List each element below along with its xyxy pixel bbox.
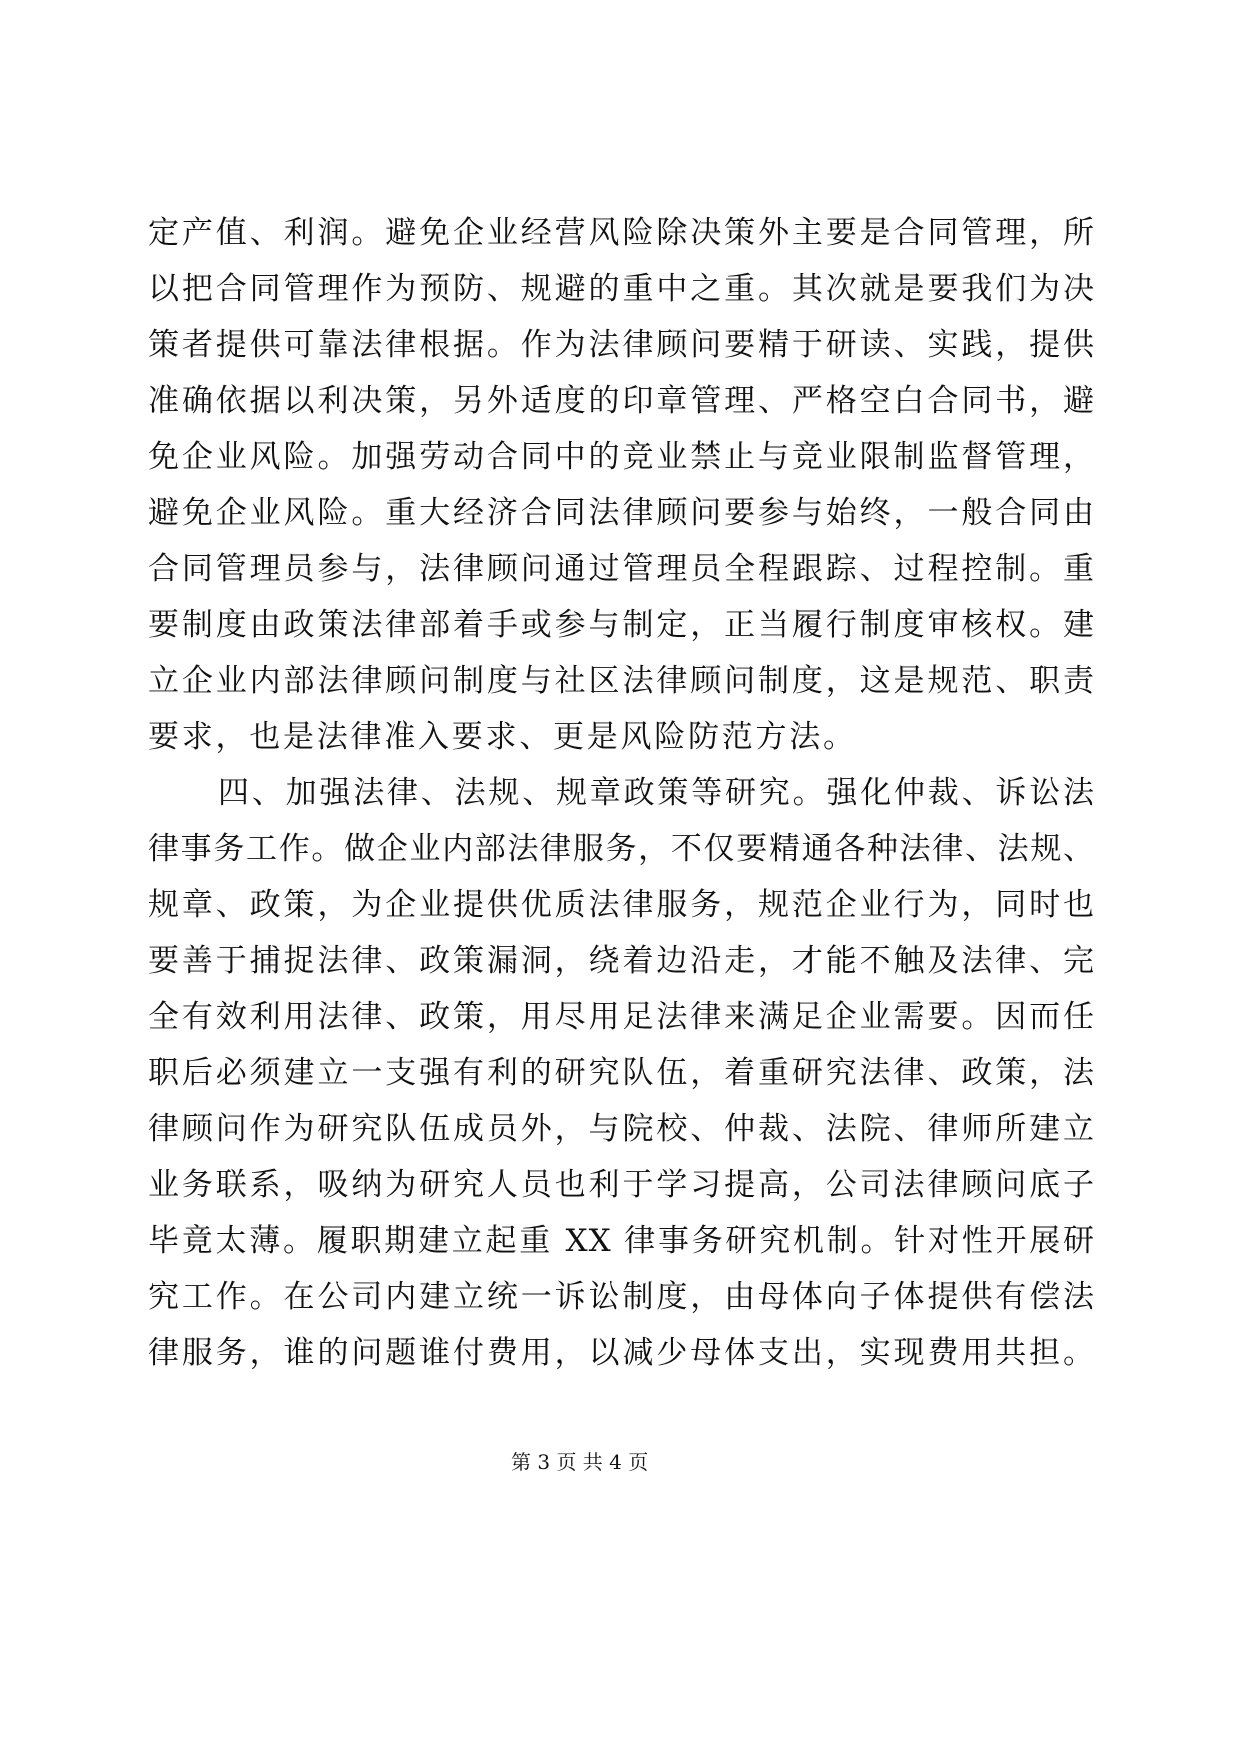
- text-line: 律顾问作为研究队伍成员外，与院校、仲裁、法院、律师所建立: [148, 1111, 1095, 1147]
- text-line: 毕竟太薄。履职期建立起重 XX 律事务研究机制。针对性开展研: [148, 1223, 1095, 1259]
- text-line: 律服务，谁的问题谁付费用，以减少母体支出，实现费用共担。: [148, 1335, 1095, 1371]
- paragraph-section-four: [148, 765, 1095, 1381]
- text-line: 以把合同管理作为预防、规避的重中之重。其次就是要我们为决: [148, 271, 1095, 307]
- text-line: 免企业风险。加强劳动合同中的竞业禁止与竞业限制监督管理，: [148, 439, 1095, 475]
- text-line: 要制度由政策法律部着手或参与制定，正当履行制度审核权。建: [148, 607, 1095, 643]
- text-line: 全有效利用法律、政策，用尽用足法律来满足企业需要。因而任: [148, 999, 1095, 1035]
- text-line: 究工作。在公司内建立统一诉讼制度，由母体向子体提供有偿法: [148, 1279, 1095, 1315]
- text-line: 规章、政策，为企业提供优质法律服务，规范企业行为，同时也: [148, 887, 1095, 923]
- text-line: 要求，也是法律准入要求、更是风险防范方法。: [148, 719, 857, 755]
- text-line: 定产值、利润。避免企业经营风险除决策外主要是合同管理，所: [148, 215, 1095, 251]
- text-line: 合同管理员参与，法律顾问通过管理员全程跟踪、过程控制。重: [148, 551, 1095, 587]
- text-line: 业务联系，吸纳为研究人员也利于学习提高，公司法律顾问底子: [148, 1167, 1095, 1203]
- paragraph-continued: [148, 205, 1095, 765]
- text-line: 避免企业风险。重大经济合同法律顾问要参与始终，一般合同由: [148, 495, 1095, 531]
- text-line: 律事务工作。做企业内部法律服务，不仅要精通各种法律、法规、: [148, 831, 1095, 867]
- text-line: 四、加强法律、法规、规章政策等研究。强化仲裁、诉讼法: [218, 775, 1095, 811]
- text-line: 职后必须建立一支强有利的研究队伍，着重研究法律、政策，法: [148, 1055, 1095, 1091]
- text-line: 要善于捕捉法律、政策漏洞，绕着边沿走，才能不触及法律、完: [148, 943, 1095, 979]
- document-body: [148, 205, 1095, 1381]
- text-line: 策者提供可靠法律根据。作为法律顾问要精于研读、实践，提供: [148, 327, 1095, 363]
- page-number-footer: 第 3 页 共 4 页: [511, 1450, 649, 1474]
- text-line: 准确依据以利决策，另外适度的印章管理、严格空白合同书，避: [148, 383, 1095, 419]
- text-line: 立企业内部法律顾问制度与社区法律顾问制度，这是规范、职责: [148, 663, 1095, 699]
